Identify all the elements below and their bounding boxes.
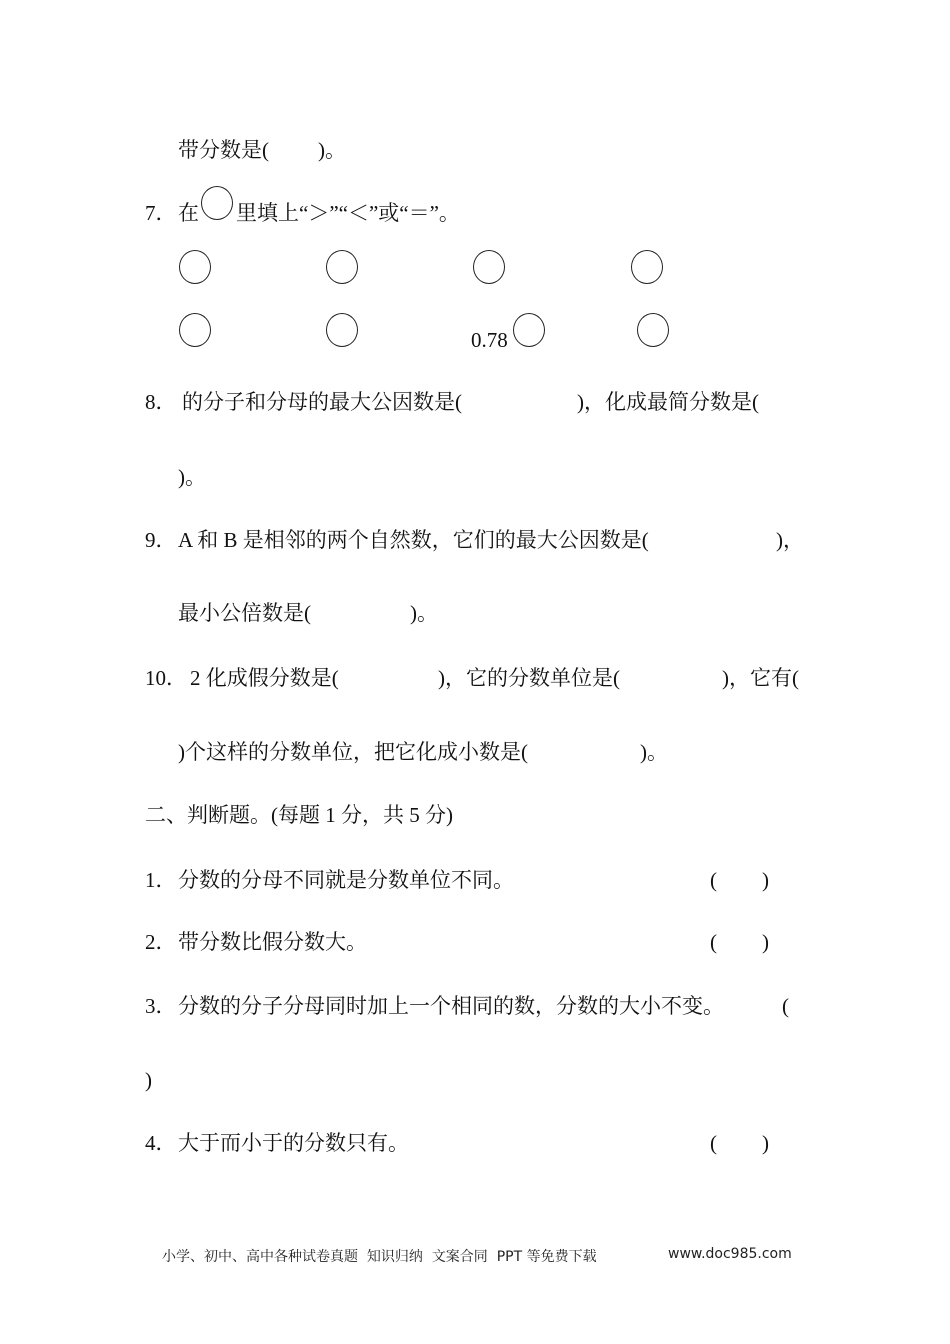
- judge-3-text: 分数的分子分母同时加上一个相同的数，分数的大小不变。: [178, 994, 724, 1018]
- judge-4-number: 4．: [145, 1131, 177, 1155]
- q9-text-2: )，: [776, 528, 804, 552]
- q9-text-end: )。: [410, 601, 438, 625]
- footer-link[interactable]: www.doc985.com: [668, 1246, 792, 1262]
- q8-number: 8．: [145, 390, 177, 414]
- answer-paren-open[interactable]: (: [710, 868, 717, 892]
- q10-text: 2 化成假分数是(: [190, 666, 339, 690]
- q6-text-end: )。: [318, 138, 346, 162]
- q8-text-2: )，化成最简分数是(: [577, 390, 759, 414]
- compare-circle-5[interactable]: [179, 313, 211, 347]
- q10-text-4: )个这样的分数单位，把它化成小数是(: [178, 740, 528, 764]
- section-heading: 二、判断题。(每题 1 分，共 5 分): [145, 803, 453, 827]
- answer-paren-close: ): [762, 1131, 769, 1155]
- judge-1-text: 分数的分母不同就是分数单位不同。: [178, 868, 514, 892]
- q10-text-3: )，它有(: [722, 666, 799, 690]
- q8-text: 的分子和分母的最大公因数是(: [182, 390, 462, 414]
- q9-number: 9．: [145, 528, 177, 552]
- judge-3-number: 3．: [145, 994, 177, 1018]
- circle-icon: [201, 186, 233, 220]
- compare-circle-1[interactable]: [179, 250, 211, 284]
- compare-circle-2[interactable]: [326, 250, 358, 284]
- q10-text-end: )。: [640, 740, 668, 764]
- answer-paren-open[interactable]: (: [782, 994, 789, 1018]
- q9-text: A 和 B 是相邻的两个自然数，它们的最大公因数是(: [178, 528, 649, 552]
- q7-text: 在: [178, 201, 199, 225]
- compare-circle-8[interactable]: [637, 313, 669, 347]
- compare-circle-6[interactable]: [326, 313, 358, 347]
- judge-1-number: 1．: [145, 868, 177, 892]
- judge-2-text: 带分数比假分数大。: [178, 930, 367, 954]
- q7-number: 7．: [145, 201, 177, 225]
- answer-paren-open[interactable]: (: [710, 1131, 717, 1155]
- footer-text: 小学、初中、高中各种试卷真题 知识归纳 文案合同 PPT 等免费下载: [162, 1249, 597, 1265]
- answer-paren-close: ): [145, 1068, 152, 1092]
- judge-4-text: 大于而小于的分数只有。: [178, 1131, 409, 1155]
- answer-paren-close: ): [762, 930, 769, 954]
- compare-circle-4[interactable]: [631, 250, 663, 284]
- answer-paren-close: ): [762, 868, 769, 892]
- judge-2-number: 2．: [145, 930, 177, 954]
- q10-number: 10．: [145, 666, 187, 690]
- compare-circle-3[interactable]: [473, 250, 505, 284]
- q8-text-end: )。: [178, 465, 206, 489]
- value-0-78: 0.78: [471, 328, 508, 352]
- q6-text: 带分数是(: [178, 138, 269, 162]
- compare-circle-7[interactable]: [513, 313, 545, 347]
- q9-text-3: 最小公倍数是(: [178, 601, 311, 625]
- q7-instruction: 里填上“＞”“＜”或“＝”。: [236, 201, 460, 225]
- answer-paren-open[interactable]: (: [710, 930, 717, 954]
- q10-text-2: )，它的分数单位是(: [438, 666, 620, 690]
